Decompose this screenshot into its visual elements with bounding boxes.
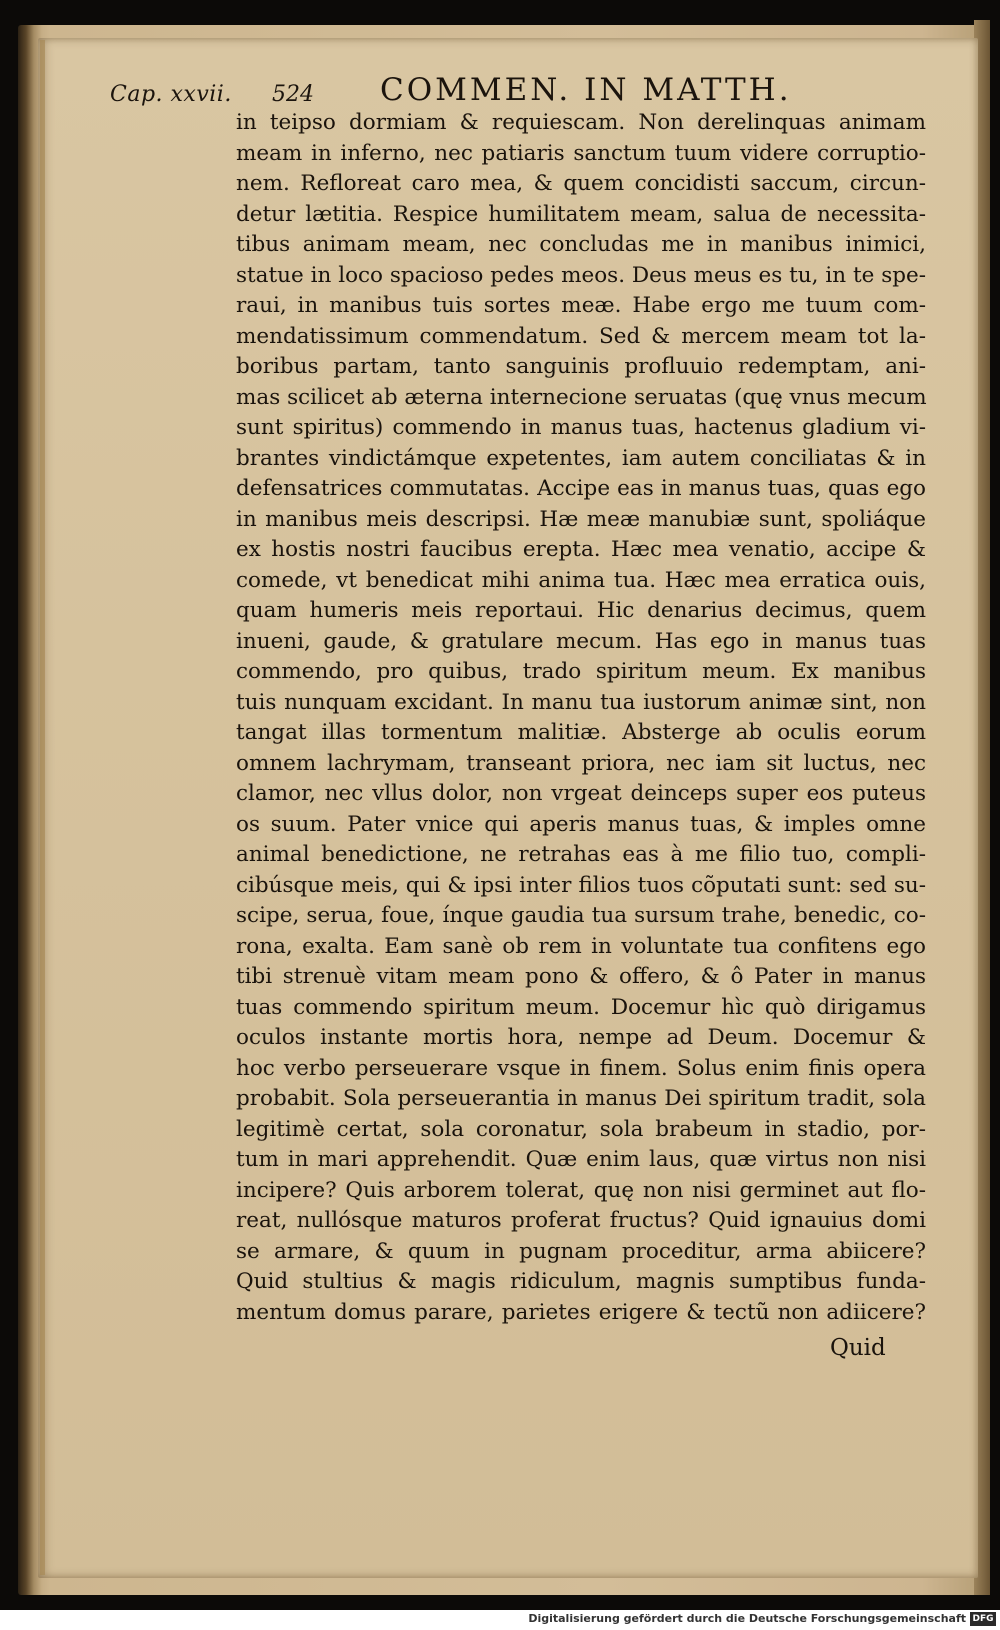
text-line: nem. Refloreat caro mea, & quem concidisti saccum, circun- [236, 171, 926, 196]
text-line: omnem lachrymam, transeant priora, nec iam sit luctus, nec [236, 750, 926, 776]
chapter-label: Cap. xxvii. [110, 82, 232, 107]
text-line: hoc verbo perseuerare vsque in finem. Solus enim finis opera [236, 1055, 926, 1081]
text-line: mas scilicet ab æterna internecione seruatas (quę vnus mecum [236, 384, 927, 410]
text-line: brantes vindictámque expetentes, iam autem conciliatas & in [236, 445, 926, 471]
text-line: raui, in manibus tuis sortes meæ. Habe ergo me tuum com- [236, 293, 926, 318]
text-line: ex hostis nostri faucibus erepta. Hæc mea venatio, accipe & [236, 537, 926, 562]
text-line: oculos instante mortis hora, nempe ad Deum. Docemur & [236, 1025, 926, 1050]
gutter-shadow [40, 40, 45, 1575]
text-line: tibus animam meam, nec concludas me in manibus inimici, [236, 232, 926, 257]
dfg-logo: DFG [970, 1612, 996, 1626]
text-line: mendatissimum commendatum. Sed & mercem meam tot la- [236, 323, 926, 349]
text-line: comede, vt benedicat mihi anima tua. Hæc mea erratica ouis, [236, 567, 926, 593]
text-line: incipere? Quis arborem tolerat, quę non nisi germinet aut flo- [236, 1177, 926, 1203]
text-line: cibúsque meis, qui & ipsi inter filios tuos cõputati sunt: sed su- [236, 872, 926, 898]
text-line: boribus partam, tanto sanguinis profluuio redemptam, ani- [236, 354, 926, 379]
text-line: rona, exalta. Eam sanè ob rem in voluntate tua confitens ego [236, 933, 926, 959]
text-line: statue in loco spacioso pedes meos. Deus meus es tu, in te spe- [236, 262, 926, 288]
text-line: detur lætitia. Respice humilitatem meam, salua de necessita- [236, 201, 926, 227]
catchword: Quid [830, 1335, 886, 1361]
text-line: reat, nullósque maturos proferat fructus? Quid ignauius domi [236, 1208, 926, 1233]
text-line: sunt spiritus) commendo in manus tuas, hactenus gladium vi- [236, 415, 926, 440]
text-line: meam in inferno, nec patiaris sanctum tuum videre corruptio- [236, 140, 926, 166]
page-number: 524 [272, 82, 314, 107]
text-line: probabit. Sola perseuerantia in manus Dei spiritum tradit, sola [236, 1086, 926, 1111]
text-line: tuas commendo spiritum meum. Docemur hìc quò dirigamus [236, 994, 926, 1020]
text-line: defensatrices commutatas. Accipe eas in manus tuas, quas ego [236, 476, 926, 501]
text-line: legitimè certat, sola coronatur, sola brabeum in stadio, por- [236, 1116, 926, 1142]
text-line: scipe, serua, foue, ínque gaudia tua sursum trahe, benedic, co- [236, 903, 926, 928]
text-line: os suum. Pater vnice qui aperis manus tuas, & imples omne [236, 811, 926, 837]
text-line: se armare, & quum in pugnam proceditur, arma abiicere? [236, 1238, 926, 1264]
text-line: mentum domus parare, parietes erigere & tectũ non adiicere? [236, 1299, 926, 1325]
text-line: tuis nunquam excidant. In manu tua iustorum animæ sint, non [236, 689, 926, 715]
text-line: quam humeris meis reportaui. Hic denarius decimus, quem [236, 598, 926, 623]
body-text [236, 108, 926, 1328]
text-line: inueni, gaude, & gratulare mecum. Has ego in manus tuas [236, 628, 926, 654]
footer-bar [0, 1610, 1000, 1630]
text-line: in teipso dormiam & requiescam. Non derelinquas animam [236, 110, 926, 135]
text-line: in manibus meis descripsi. Hæ meæ manubiæ sunt, spoliáque [236, 506, 926, 532]
funding-credit: Digitalisierung gefördert durch die Deutsche Forschungsgemeinschaft [528, 1612, 966, 1625]
text-line: tum in mari apprehendit. Quæ enim laus, quæ virtus non nisi [236, 1147, 926, 1172]
running-title: COMMEN. IN MATTH. [380, 72, 792, 108]
text-line: Quid stultius & magis ridiculum, magnis sumptibus funda- [236, 1269, 926, 1294]
text-line: tibi strenuè vitam meam pono & offero, & ô Pater in manus [236, 964, 926, 989]
text-line: animal benedictione, ne retrahas eas à me filio tuo, compli- [236, 842, 926, 867]
text-line: clamor, nec vllus dolor, non vrgeat deinceps super eos puteus [236, 781, 926, 806]
text-line: commendo, pro quibus, trado spiritum meum. Ex manibus [236, 659, 926, 684]
text-line: tangat illas tormentum malitiæ. Absterge ab oculis eorum [236, 720, 926, 745]
